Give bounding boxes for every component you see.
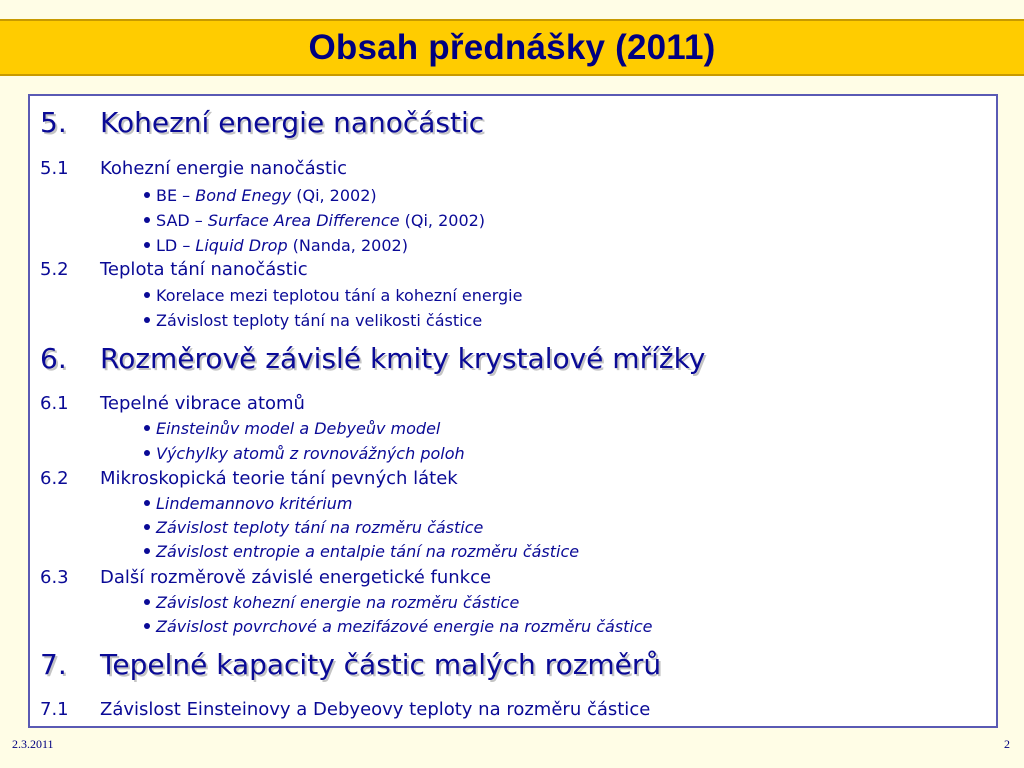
bullet-item: SAD – Surface Area Difference (Qi, 2002) — [144, 211, 485, 230]
bullet-icon — [144, 623, 150, 629]
bullet-icon — [144, 292, 150, 298]
bullet-icon — [144, 450, 150, 456]
subsection-title: Teplota tání nanočástic — [100, 259, 308, 280]
subsection-number: 6.3 — [40, 567, 69, 588]
section-number: 6. — [40, 342, 67, 375]
subsection-number: 6.1 — [40, 393, 69, 414]
section-title: Tepelné kapacity částic malých rozměrů — [100, 648, 662, 681]
bullet-item: Závislost kohezní energie na rozměru částice — [144, 593, 519, 612]
section-number: 5. — [40, 106, 67, 139]
subsection-title: Tepelné vibrace atomů — [100, 393, 305, 414]
bullet-icon — [144, 217, 150, 223]
bullet-item: Korelace mezi teplotou tání a kohezní energie — [144, 286, 522, 305]
bullet-icon — [144, 242, 150, 248]
bullet-icon — [144, 192, 150, 198]
bullet-icon — [144, 425, 150, 431]
title-bar — [0, 19, 1024, 76]
bullet-item: Výchylky atomů z rovnovážných poloh — [144, 444, 465, 463]
bullet-icon — [144, 317, 150, 323]
bullet-icon — [144, 500, 150, 506]
bullet-item: Einsteinův model a Debyeův model — [144, 419, 440, 438]
subsection-number: 6.2 — [40, 468, 69, 489]
subsection-number: 5.1 — [40, 158, 69, 179]
bullet-item: Závislost povrchové a mezifázové energie na rozměru částice — [144, 617, 653, 636]
section-title: Rozměrově závislé kmity krystalové mřížky — [100, 342, 706, 375]
bullet-item: Závislost teploty tání na rozměru částice — [144, 518, 483, 537]
slide-title: Obsah přednášky (2011) — [308, 27, 716, 67]
subsection-title: Kohezní energie nanočástic — [100, 158, 347, 179]
footer-date: 2.3.2011 — [12, 737, 54, 751]
section-title: Kohezní energie nanočástic — [100, 106, 485, 139]
bullet-item: Lindemannovo kritérium — [144, 494, 352, 513]
bullet-item: Závislost entropie a entalpie tání na rozměru částice — [144, 542, 579, 561]
bullet-item: LD – Liquid Drop (Nanda, 2002) — [144, 236, 408, 255]
bullet-icon — [144, 599, 150, 605]
subsection-title: Mikroskopická teorie tání pevných látek — [100, 468, 458, 489]
bullet-item: BE – Bond Enegy (Qi, 2002) — [144, 186, 377, 205]
subsection-title: Závislost Einsteinovy a Debyeovy teploty na rozměru částice — [100, 699, 651, 720]
subsection-title: Další rozměrově závislé energetické funkce — [100, 567, 492, 588]
bullet-icon — [144, 548, 150, 554]
bullet-icon — [144, 524, 150, 530]
subsection-number: 7.1 — [40, 699, 69, 720]
subsection-number: 5.2 — [40, 259, 69, 280]
content-box — [28, 94, 998, 728]
section-number: 7. — [40, 648, 67, 681]
page-number: 2 — [1004, 737, 1010, 751]
bullet-item: Závislost teploty tání na velikosti částice — [144, 311, 482, 330]
